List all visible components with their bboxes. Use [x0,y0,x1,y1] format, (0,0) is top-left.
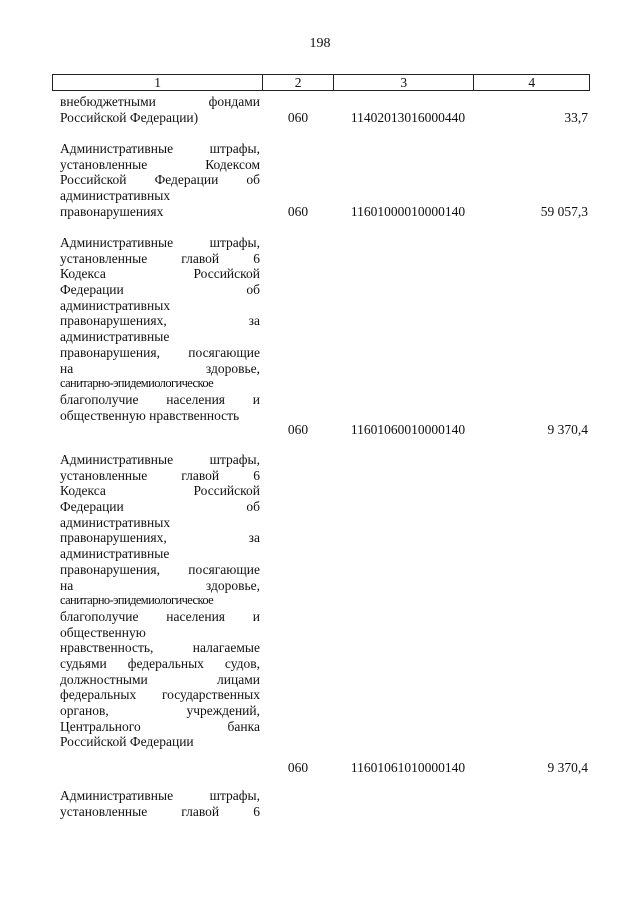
description-line: общественную нравственность [60,407,240,423]
row-description [60,141,260,219]
description-line: благополучие населения и [60,391,260,407]
description-line: должностными лицами [60,671,260,687]
description-line: Кодекса Российской [60,266,260,282]
description-line: внебюджетными фондами [60,94,260,109]
description-line: Кодекса Российской [60,483,260,499]
description-line: общественную [60,624,146,640]
row-amount: 9 370,4 [547,422,588,437]
description-line: административных [60,514,171,530]
description-line: установленные главой 6 [60,250,260,266]
column-header-3: 3 [334,75,474,90]
description-line: Российской Федерации) [60,109,199,125]
table-header [52,74,590,91]
description-line: административных [60,297,171,313]
description-line: Административные штрафы, [60,788,260,803]
description-line: правонарушениях, за [60,313,260,329]
description-line: Российской Федерации [60,734,194,750]
description-line: судьями федеральных судов, [60,655,260,671]
description-line: административные [60,329,170,345]
row-kbk: 11601060010000140 [350,422,466,437]
description-line: правонарушения, посягающие [60,561,260,577]
description-line: правонарушения, посягающие [60,344,260,360]
description-line: правонарушениях [60,203,164,219]
row-kbk: 11601061010000140 [350,760,466,775]
column-header-1: 1 [53,75,263,90]
row-code: 060 [287,110,309,125]
description-line: Административные штрафы, [60,452,260,467]
description-line: Российской Федерации об [60,172,260,188]
description-line: Федерации об [60,499,260,515]
description-line: органов, учреждений, [60,703,260,718]
description-line: федеральных государственных [60,687,260,703]
row-description [60,94,260,125]
description-line: административные [60,546,170,562]
description-line: Центрального банка [60,718,260,734]
description-line: нравственность, налагаемые [60,640,260,656]
description-line: Федерации об [60,282,260,298]
row-amount: 59 057,3 [540,204,588,219]
page-number: 198 [309,36,331,51]
row-amount: 33,7 [564,110,588,125]
description-line: санитарно-эпидемиологическое [60,376,214,391]
row-kbk: 11402013016000440 [350,110,466,125]
row-code: 060 [287,422,309,437]
description-line: установленные Кодексом [60,156,260,172]
description-line: санитарно-эпидемиологическое [60,593,214,608]
column-header-2: 2 [263,75,334,90]
row-description [60,788,260,819]
description-line: на здоровье, [60,360,260,376]
row-amount: 9 370,4 [547,760,588,775]
description-line: благополучие населения и [60,608,260,624]
description-line: Административные штрафы, [60,235,260,250]
description-line: на здоровье, [60,577,260,593]
row-code: 060 [287,204,309,219]
description-line: установленные главой 6 [60,467,260,483]
description-line: административных [60,188,171,204]
description-line: установленные главой 6 [60,803,260,819]
row-description [60,452,260,750]
column-header-4: 4 [528,75,536,90]
description-line: правонарушениях, за [60,530,260,546]
row-code: 060 [287,760,309,775]
row-kbk: 11601000010000140 [350,204,466,219]
row-description [60,235,260,423]
description-line: Административные штрафы, [60,141,260,156]
